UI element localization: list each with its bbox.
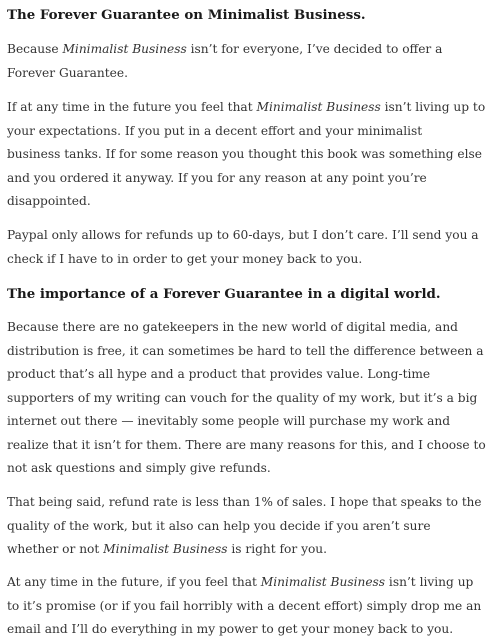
text-line: and you ordered it anyway. If you for any reason at any point you’re xyxy=(7,170,427,185)
text-line: check if I have to in order to get your money back to you. xyxy=(7,251,363,266)
book-title: Minimalist Business xyxy=(260,575,386,589)
text-segment: At any time in the future, if you feel that xyxy=(7,575,261,589)
text-line: email and I’ll do everything in my power to get your money back to you. xyxy=(7,622,454,636)
text-line: to it’s promise (or if you fail horribly with a decent effort) simply drop me an xyxy=(7,598,482,613)
text-line: not ask questions and simply give refunds. xyxy=(7,461,271,475)
text-line: business tanks. If for some reason you thought this book was something else xyxy=(7,147,482,161)
paragraph-gatekeepers xyxy=(7,316,486,481)
text-line: distribution is free, it can sometimes be hard to tell the difference between a xyxy=(7,343,484,358)
text-segment: whether or not xyxy=(7,542,104,556)
text-line: product that’s all hype and a product that provides value. Long-time xyxy=(7,367,431,381)
book-title: Minimalist Business xyxy=(103,542,228,556)
text-segment: Because xyxy=(7,42,63,56)
text-segment: isn’t for everyone, I’ve decided to offer a xyxy=(186,42,443,56)
text-line: Paypal only allows for refunds up to 60-days, but I don’t care. I’ll send you a xyxy=(7,228,479,242)
section-heading-forever-guarantee: The Forever Guarantee on Minimalist Business. xyxy=(7,7,366,23)
text-line: Because there are no gatekeepers in the new world of digital media, and xyxy=(7,320,458,334)
text-line: your expectations. If you put in a decent effort and your minimalist xyxy=(7,123,423,138)
paragraph-expectations xyxy=(7,96,485,214)
text-line xyxy=(7,38,442,62)
text-segment: isn’t living up to xyxy=(380,100,486,114)
text-line xyxy=(7,538,482,562)
text-line xyxy=(7,571,481,595)
text-line xyxy=(7,96,485,120)
text-line: disappointed. xyxy=(7,194,91,208)
text-line: Forever Guarantee. xyxy=(7,65,128,80)
text-line: quality of the work, but it also can help you decide if you aren’t sure xyxy=(7,518,431,533)
text-segment: If at any time in the future you feel that xyxy=(7,100,257,114)
section-heading-digital-world: The importance of a Forever Guarantee in a digital world. xyxy=(7,286,441,302)
text-line: supporters of my writing can vouch for the quality of my work, but it’s a big xyxy=(7,390,478,405)
text-line: That being said, refund rate is less than 1% of sales. I hope that speaks to the xyxy=(7,495,482,509)
text-line: internet out there — inevitably some people will purchase my work and xyxy=(7,414,450,428)
paragraph-closing xyxy=(7,571,481,642)
book-title: Minimalist Business xyxy=(256,100,381,114)
text-segment: isn’t living up xyxy=(385,575,474,589)
text-segment: is right for you. xyxy=(227,542,328,556)
book-title: Minimalist Business xyxy=(62,42,187,56)
text-line: realize that it isn’t for them. There are many reasons for this, and I choose to xyxy=(7,437,486,452)
paragraph-intro xyxy=(7,38,442,85)
paragraph-paypal xyxy=(7,224,479,271)
paragraph-refund-rate xyxy=(7,491,482,562)
